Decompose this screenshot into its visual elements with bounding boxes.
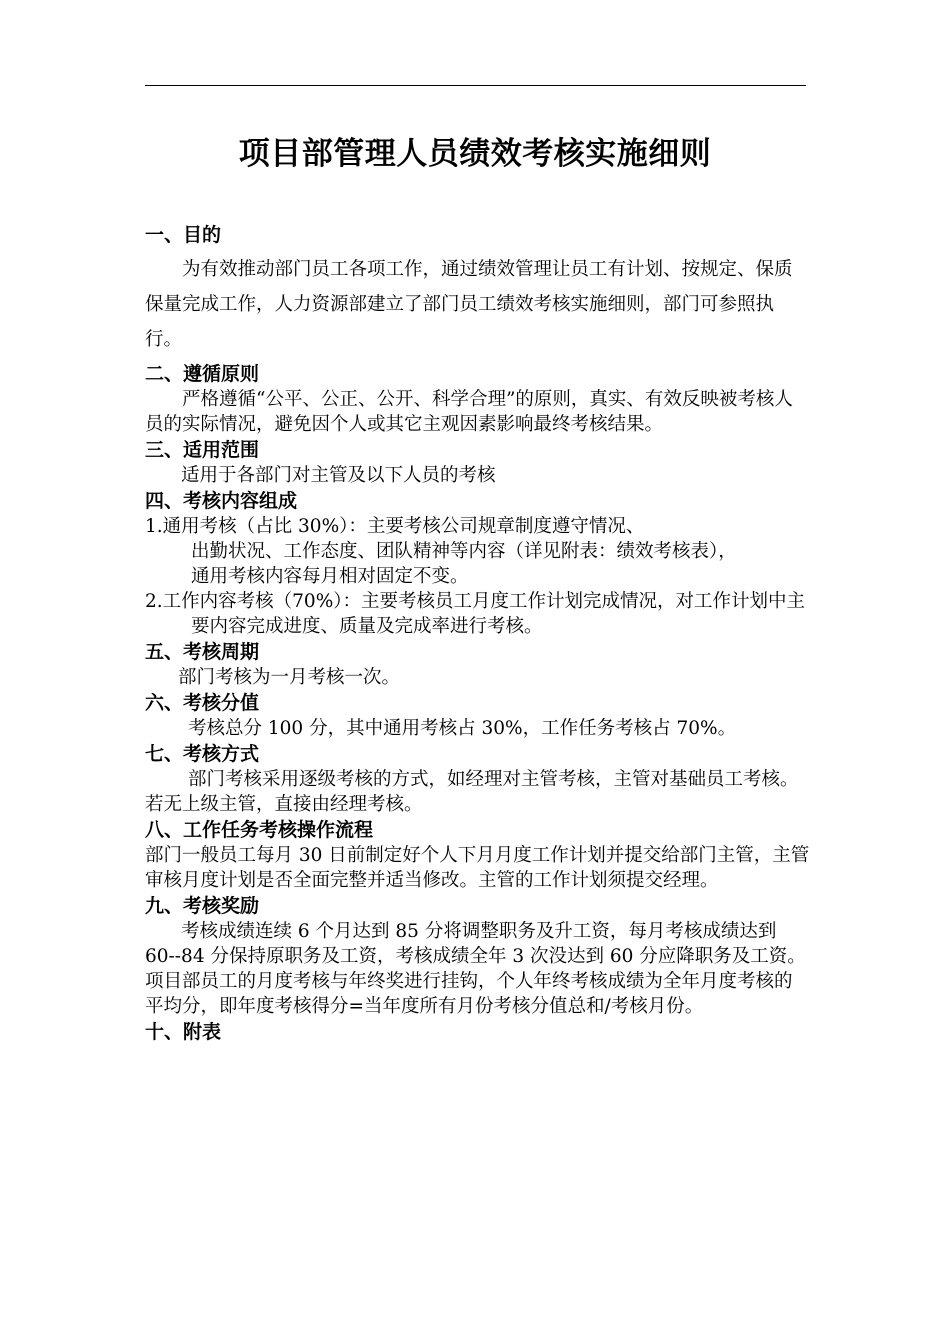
section-heading-method: 七、考核方式 <box>145 743 260 765</box>
section-text-cycle: 部门考核为一月考核一次。 <box>178 667 401 688</box>
section-text-process: 部门一般员工每月 30 日前制定好个人下月月度工作计划并提交给部门主管，主管审核月度计划是否全面完整并适当修改。主管的工作计划须提交经理。 <box>145 845 810 891</box>
content-item-general: 1.通用考核（占比 30%）：主要考核公司规章制度遵守情况、 <box>145 516 645 537</box>
section-heading-reward: 九、考核奖励 <box>145 895 260 917</box>
section-text-scope: 适用于各部门对主管及以下人员的考核 <box>181 465 496 486</box>
document-title: 项目部管理人员绩效考核实施细则 <box>238 136 712 172</box>
section-heading-cycle: 五、考核周期 <box>145 641 260 663</box>
section-heading-purpose: 一、目的 <box>145 224 222 246</box>
header-rule <box>145 85 806 86</box>
section-text-method: 部门考核采用逐级考核的方式，如经理对主管考核，主管对基础员工考核。若无上级主管，直接由经理考核。 <box>145 769 799 815</box>
section-text-reward: 考核成绩连续 6 个月达到 85 分将调整职务及升工资，每月考核成绩达到 60--84 分保持原职务及工资，考核成绩全年 3 次没达到 60 分应降职务及工资。项目部员工的月度考核与年终奖进行挂钩，个人年终考核成绩为全年月度考核的平均分，即年度考核得分=当年度所有月份考核分值总和/考核月份。 <box>145 921 806 1017</box>
content-item-general-cont1: 出勤状况、工作态度、团队精神等内容（详见附表：绩效考核表）， <box>191 541 737 562</box>
section-text-principles: 严格遵循“公平、公正、公开、科学合理”的原则，真实、有效反映被考核人员的实际情况，避免因个人或其它主观因素影响最终考核结果。 <box>145 389 793 435</box>
section-text-score: 考核总分 100 分，其中通用考核占 30%，工作任务考核占 70%。 <box>188 718 737 739</box>
content-item-work: 2.工作内容考核（70%）：主要考核员工月度工作计划完成情况，对工作计划中主要内容完成进度、质量及完成率进行考核。 <box>145 591 806 637</box>
section-heading-score: 六、考核分值 <box>145 692 260 714</box>
section-heading-content: 四、考核内容组成 <box>145 490 298 512</box>
section-heading-principles: 二、遵循原则 <box>145 363 260 385</box>
content-item-general-cont2: 通用考核内容每月相对固定不变。 <box>191 566 469 587</box>
section-heading-process: 八、工作任务考核操作流程 <box>145 819 374 841</box>
section-heading-scope: 三、适用范围 <box>145 439 260 461</box>
section-text-purpose: 为有效推动部门员工各项工作，通过绩效管理让员工有计划、按规定、保质保量完成工作，人力资源部建立了部门员工绩效考核实施细则，部门可参照执行。 <box>145 259 793 350</box>
section-heading-appendix: 十、附表 <box>145 1021 222 1043</box>
document-body <box>145 222 810 1045</box>
